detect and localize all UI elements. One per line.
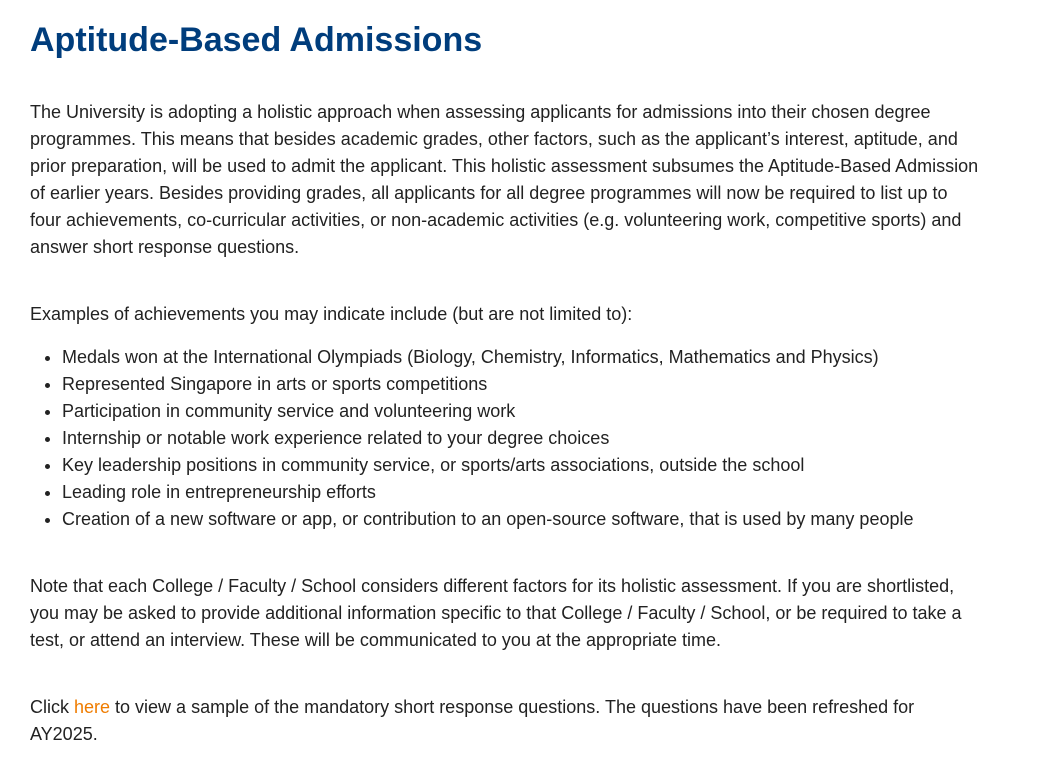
article-content [30, 18, 980, 748]
sample-questions-link[interactable]: here [74, 697, 111, 717]
list-item: • Creation of a new software or app, or contribution to an open-source software, that is used by many people [62, 506, 980, 533]
note-paragraph: Note that each College / Faculty / School considers different factors for its holistic assessment. If you are shortlisted, you may be asked to provide additional information specific to that College / Faculty / School, or be required to take a test, or attend an interview. These will be communicated to you at the appropriate time. [30, 576, 962, 650]
sample-questions-paragraph [30, 694, 980, 748]
examples-lead-paragraph: Examples of achievements you may indicate include (but are not limited to): [30, 304, 633, 324]
click-prefix-text: Click [30, 697, 74, 717]
list-item: • Medals won at the International Olympiads (Biology, Chemistry, Informatics, Mathematics and Physics) [62, 344, 980, 371]
list-item: • Represented Singapore in arts or sports competitions [62, 371, 980, 398]
click-suffix-text: to view a sample of the mandatory short response questions. The questions have been refreshed for AY2025. [30, 697, 915, 744]
intro-paragraph: The University is adopting a holistic approach when assessing applicants for admissions into their chosen degree programmes. This means that besides academic grades, other factors, such as the applicant’s interest, aptitude, and prior preparation, will be used to admit the applicant. This holistic assessment subsumes the Aptitude-Based Admission of earlier years. Besides providing grades, all applicants for all degree programmes will now be required to list up to four achievements, co-curricular activities, or non-academic activities (e.g. volunteering work, competitive sports) and answer short response questions. [30, 102, 979, 257]
list-item: • Participation in community service and volunteering work [62, 398, 980, 425]
examples-list [30, 344, 980, 533]
list-item: • Internship or notable work experience related to your degree choices [62, 425, 980, 452]
list-item: • Leading role in entrepreneurship efforts [62, 479, 980, 506]
page-title: Aptitude-Based Admissions [30, 21, 483, 59]
list-item: • Key leadership positions in community service, or sports/arts associations, outside the school [62, 452, 980, 479]
